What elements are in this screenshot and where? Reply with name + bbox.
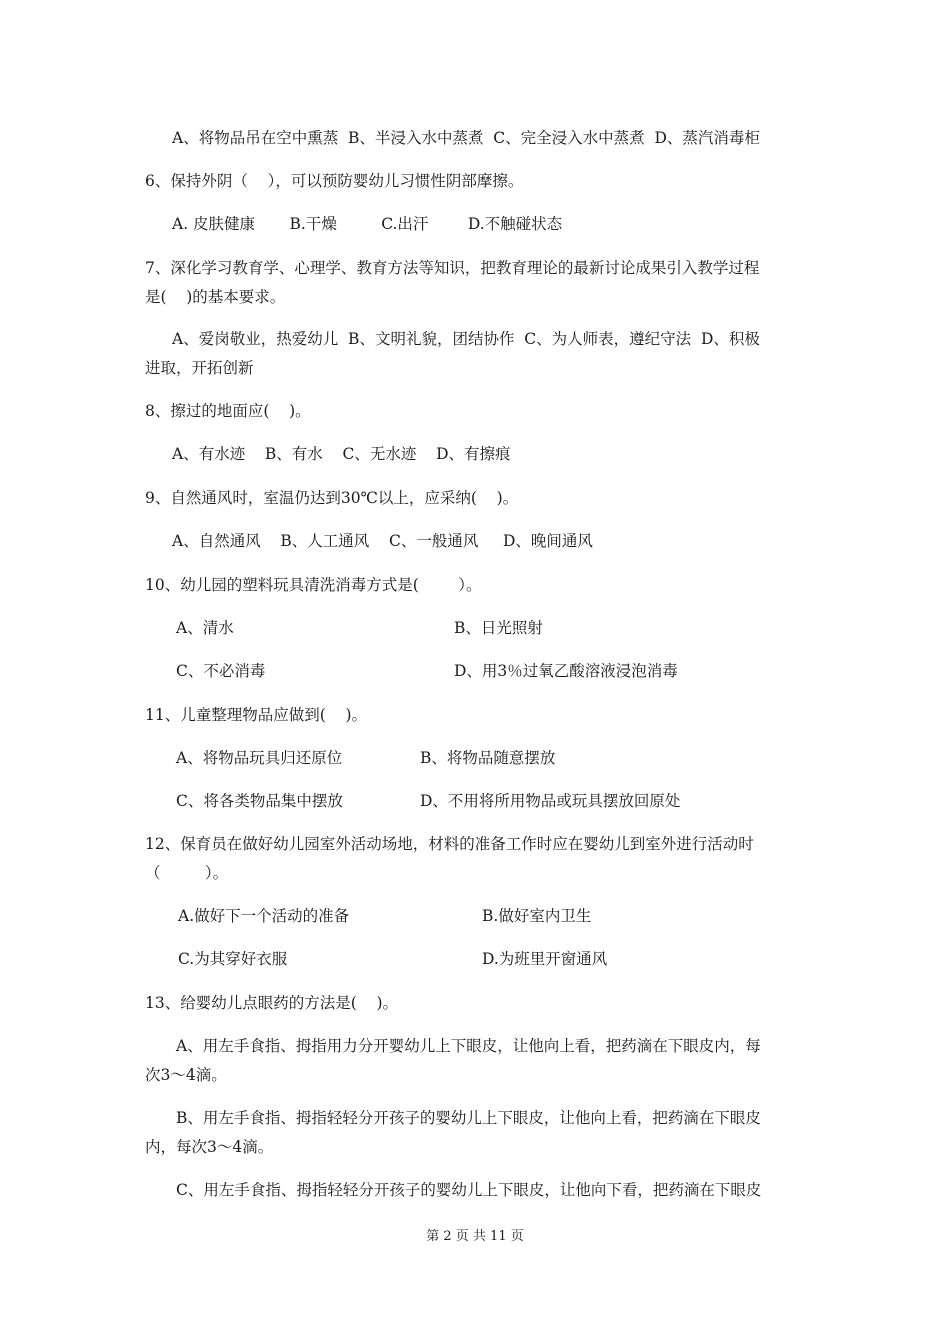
q10-stem: 10、幼儿园的塑料玩具清洗消毒方式是( ）。 — [145, 576, 482, 594]
q11-option-a: A、将物品玩具归还原位 — [176, 749, 343, 767]
q7-options-line2: 进取，开拓创新 — [145, 359, 254, 377]
q8-options: A、有水迹 B、有水 C、无水迹 D、有擦痕 — [172, 445, 511, 463]
q13-stem: 13、给婴幼儿点眼药的方法是( )。 — [145, 994, 399, 1012]
q5-options: A、将物品吊在空中熏蒸 B、半浸入水中蒸煮 C、完全浸入水中蒸煮 D、蒸汽消毒柜 — [172, 129, 760, 147]
q12-option-c: C.为其穿好衣服 — [178, 950, 288, 968]
q9-stem: 9、自然通风时，室温仍达到30℃以上，应采纳( )。 — [145, 489, 519, 507]
q11-option-d: D、不用将所用物品或玩具摆放回原处 — [420, 792, 681, 810]
q13-option-c-line1: C、用左手食指、拇指轻轻分开孩子的婴幼儿上下眼皮，让他向下看，把药滴在下眼皮 — [176, 1181, 762, 1199]
q13-option-a-line2: 次3～4滴。 — [145, 1066, 227, 1084]
q11-option-c: C、将各类物品集中摆放 — [176, 792, 343, 810]
q13-option-b-line2: 内，每次3～4滴。 — [145, 1138, 274, 1156]
q10-option-b: B、日光照射 — [454, 619, 543, 637]
q10-option-d: D、用3％过氧乙酸溶液浸泡消毒 — [454, 662, 678, 680]
q7-options-line1: A、爱岗敬业，热爱幼儿 B、文明礼貌，团结协作 C、为人师表，遵纪守法 D、积极 — [172, 330, 760, 348]
q6-stem: 6、保持外阴（ ），可以预防婴幼儿习惯性阴部摩擦。 — [145, 172, 524, 190]
q7-stem-line2: 是( )的基本要求。 — [145, 288, 286, 306]
q13-option-b-line1: B、用左手食指、拇指轻轻分开孩子的婴幼儿上下眼皮，让他向上看，把药滴在下眼皮 — [176, 1109, 761, 1127]
q12-stem-line1: 12、保育员在做好幼儿园室外活动场地，材料的准备工作时应在婴幼儿到室外进行活动时 — [145, 835, 754, 853]
page-footer: 第 2 页 共 11 页 — [426, 1229, 524, 1244]
q12-stem-line2: （ ）。 — [145, 864, 229, 882]
q9-options: A、自然通风 B、人工通风 C、一般通风 D、晚间通风 — [172, 532, 593, 550]
q8-stem: 8、擦过的地面应( )。 — [145, 402, 311, 420]
q12-option-b: B.做好室内卫生 — [482, 907, 592, 925]
q10-option-c: C、不必消毒 — [176, 662, 266, 680]
q7-stem-line1: 7、深化学习教育学、心理学、教育方法等知识，把教育理论的最新讨论成果引入教学过程 — [145, 259, 760, 277]
q11-stem: 11、儿童整理物品应做到( )。 — [145, 706, 368, 724]
q12-option-a: A.做好下一个活动的准备 — [178, 907, 350, 925]
q6-options: A. 皮肤健康 B.干燥 C.出汗 D.不触碰状态 — [172, 215, 563, 233]
q13-option-a-line1: A、用左手食指、拇指用力分开婴幼儿上下眼皮，让他向上看，把药滴在下眼皮内，每 — [176, 1037, 761, 1055]
q12-option-d: D.为班里开窗通风 — [482, 950, 608, 968]
q11-option-b: B、将物品随意摆放 — [420, 749, 556, 767]
q10-option-a: A、清水 — [176, 619, 234, 637]
